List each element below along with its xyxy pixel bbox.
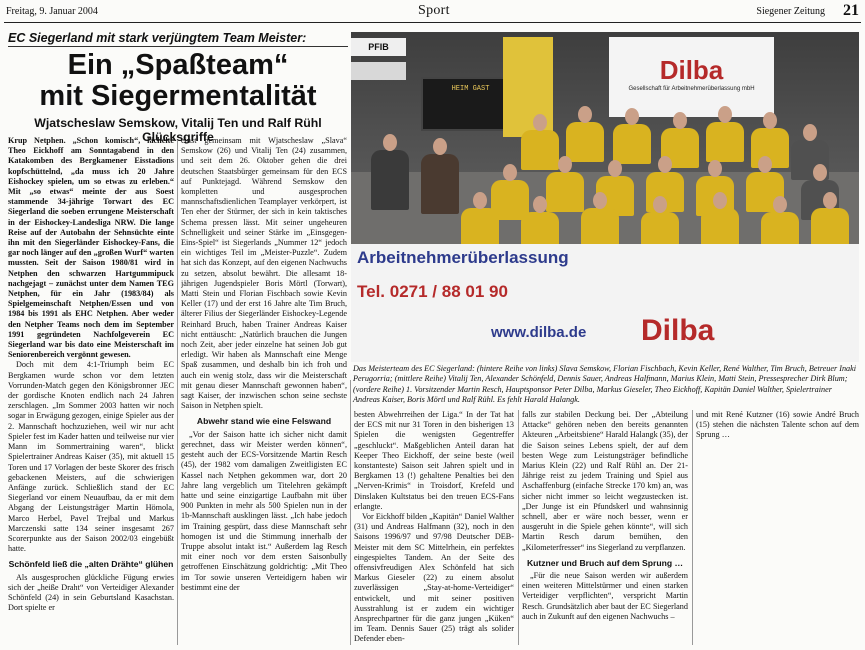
column-divider bbox=[518, 410, 519, 645]
scoreboard: HEIM GAST bbox=[421, 77, 520, 131]
newspaper-name: Siegener Zeitung bbox=[756, 6, 825, 17]
player-head bbox=[653, 196, 667, 213]
paragraph: Als ausgesprochen glückliche Fügung erwies sich der „heiße Draht“ von Verteidiger Alexander Schönfeld (24) in sein Geburtsland Kasachstan. Dort spielte er bbox=[8, 572, 174, 613]
column-divider bbox=[692, 410, 693, 645]
paragraph: einst gemeinsam mit Wjatscheslaw „Slava“ Semskow (26) und Vitalij Ten (24) zusammen, und seit dem 26. Oktober gehen die drei deutschen Staatsbürger gemeinsam für den ECS auf Punktejagd. Während Semskow den kompletten und ausgesprochen mannschaftsdienlichen Teamplayer verkörpert, ist Ten eher der Stürmer, der sich in kein taktisches Schema pressen lässt. Mit seiner ungeheuren Schnelligkeit und seiner Stärke im „Einsgegen-Eins-Spiel“ ist Siegerlands „Nummer 12“ jedoch ein wichtiges Teil im „Meister-Puzzle“. Zudem hat sich das Konzept, auf den eigenen Nachwuchs zu setzen, absolut bewährt. Die allesamt 18-jährigen Jugendspieler Boris Mörtl (Torwart), Matti Stein und Florian Fischbach sowie Kevin Keller (17) und der erst 16 Jahre alte Tim Bruch, älterer Filius der Siegerländer Eishockey-Legende Reinhard Bruch, haben Trainer Andreas Kaiser nicht enttäuscht: „Natürlich brauchen die Jungen noch Zeit, aber jeder einzelne hat seinen Job gut erledigt. Wir haben als Mannschaft eine Menge Spaß zusammen, und deshalb bin ich froh und auch ein wenig stolz, dass wir die Meisterschaft mit genau dieser Mannschaft gewonnen haben“, sagt Kaiser, der inzwischen schon seine sechste Saison in Netphen spielt. bbox=[181, 136, 347, 411]
article-kicker: EC Siegerland mit stark verjüngtem Team Meister: bbox=[8, 31, 307, 45]
player-head bbox=[763, 112, 777, 129]
player-head bbox=[718, 106, 732, 123]
banner-logo: Dilba bbox=[641, 314, 715, 347]
player bbox=[613, 124, 651, 164]
dilba-sponsor-board bbox=[609, 37, 774, 117]
sponsor-sign: PFIB bbox=[351, 38, 406, 56]
player-head bbox=[608, 160, 622, 177]
player-head bbox=[658, 156, 672, 173]
player-head bbox=[558, 156, 572, 173]
subheading: Abwehr stand wie eine Felswand bbox=[196, 416, 332, 427]
player bbox=[811, 208, 849, 248]
player bbox=[521, 130, 559, 170]
dilba-logo: Dilba bbox=[659, 55, 724, 85]
player-head bbox=[533, 196, 547, 213]
text-column-1 bbox=[8, 136, 174, 648]
article-subline: Wjatscheslaw Semskow, Vitalij Ten und Ralf Rühl Glücksgriffe bbox=[34, 116, 322, 144]
photo-caption: Das Meisterteam des EC Siegerland: (hintere Reihe von links) Slava Semskow, Florian Fischbach, Kevin Keller, René Walther, Tim Bruch, Betreuer Inaki Perugorria; (mittlere Reihe) Vitalij Ten, Alexander Schönfeld, Dennis Sauer, Andreas Halfmann, Marius Klein, Matti Stein, Pressesprecher Dirk Blum; (vordere Reihe) 1. Vorsitzender Martin Resch, Hauptsponsor Peter Dilba, Markus Gieseler, Theo Eickhoff, Kapitän Daniel Walther, Spielertrainer Andreas Kaiser, Boris Mörtl und Ralf Rühl. Es fehlt Harald Halangk. bbox=[353, 364, 857, 405]
player-head bbox=[383, 134, 397, 151]
player bbox=[706, 122, 744, 162]
player bbox=[546, 172, 584, 212]
column-divider bbox=[177, 140, 178, 645]
player bbox=[461, 208, 499, 248]
paragraph: „Vor der Saison hatte ich sicher nicht damit gerechnet, dass wir Meister werden können“, gesteht auch der ECS-Vorsitzende Martin Resch (45), der 1982 vom damaligen Zweitligisten EC Kassel nach Netphen gekommen war, dort 20 Jahre lang vergeblich um Titelehren gekämpft hatte und seine einzigartige Laufbahn mit über 900 Punkten in mehr als 500 Spielen nun in der 1b-Mannschaft ausklingen lässt. „Ich habe jedoch im Training gespürt, dass diese Mannschaft sehr homogen ist und die Stimmung innerhalb der Truppe absolut intakt ist.“ Außerdem lag Resch mit einer noch vor dem ersten Saisonbully getroffenen Einschätzung goldrichtig: „Mit Theo im Tor sowie unseren Verteidigern haben wir bestimmt eine der bbox=[181, 429, 347, 592]
sponsor-sign-blank bbox=[351, 62, 406, 80]
chairman bbox=[371, 150, 409, 210]
player bbox=[581, 208, 619, 248]
banner-website: www.dilba.de bbox=[491, 324, 587, 341]
team-photo bbox=[351, 32, 859, 362]
player-head bbox=[813, 164, 827, 181]
page-header bbox=[0, 0, 865, 22]
player-head bbox=[625, 108, 639, 125]
text-column-3 bbox=[354, 410, 514, 648]
paragraph: falls zur stabilen Deckung bei. Der „Abteilung Attacke“ gehören neben den bereits genannten Akteuren „Arbeitsbiene“ Harald Halangk (35), der die Saison seines Lebens spielt, der auf dem besten Wege zum Leistungsträger befindliche Marius Klein (22) und Ralf Rühl an. Der 21-Jährige reist zu jedem Training und Spiel aus Aschaffenburg (einfache Strecke 170 km) an, was sicher nicht immer so leicht wegzustecken ist. „Der Junge ist ein Pfundskerl und wahnsinnig schnell, aber er wäre noch besser, wenn er ausgeruht in die Spiele gehen könnte“, will sich Martin Resch darum bemühen, den „Kilometerfresser“ ins Siegerland zu verpflanzen. bbox=[522, 410, 688, 552]
player-head bbox=[673, 112, 687, 129]
headline-line-1: Ein „Spaßteam“ bbox=[67, 49, 289, 81]
paragraph: Vor Eickhoff bilden „Kapitän“ Daniel Walther (31) und Andreas Halfmann (32), noch in den Saisons 1996/97 und 97/98 Deutscher DEB-Meister mit dem SC Mittelrhein, ein perfektes eingespieltes Tandem. An der Seite des offensivfreudigen Alex Schönfeld hat sich Markus Gieseler (22) zu einem absolut zuverlässigen „Stay-at-home-Verteidiger“ entwickelt, und mit seiner positiven Ausstrahlung ist er zudem ein wichtiger Ansprechpartner für die ganz jungen „Küken“ im Team. Dennis Sauer (25) trägt als solider Defender eben- bbox=[354, 512, 514, 644]
issue-date: Freitag, 9. Januar 2004 bbox=[6, 6, 98, 17]
player-head bbox=[823, 192, 837, 209]
goalkeeper bbox=[701, 208, 739, 248]
subheading: Kutzner und Bruch auf dem Sprung … bbox=[526, 557, 684, 568]
text-column-2 bbox=[181, 136, 347, 648]
section-name: Sport bbox=[418, 3, 450, 18]
player-head bbox=[713, 192, 727, 209]
article-headline bbox=[8, 50, 348, 112]
kicker-rule bbox=[8, 46, 348, 47]
text-column-4 bbox=[522, 410, 688, 648]
player-head bbox=[593, 192, 607, 209]
paragraph: „Für die neue Saison werden wir außerdem einen weiteren Mittelstürmer und einen starken Verteidiger verpflichten“, verspricht Martin Resch. Grundsätzlich aber baut der EC Siegerland auch in Zukunft auf den eigenen Nachwuchs – bbox=[522, 571, 688, 621]
player-head bbox=[473, 192, 487, 209]
paragraph: und mit René Kutzner (16) sowie André Bruch (15) stehen die nächsten Talente schon auf dem Sprung … bbox=[696, 410, 859, 440]
column-divider bbox=[350, 380, 351, 645]
player-head bbox=[533, 114, 547, 131]
sponsor-banner bbox=[351, 244, 859, 362]
player-head bbox=[503, 164, 517, 181]
dilba-subtitle: Gesellschaft für Arbeitnehmerüberlassung mbH bbox=[628, 86, 755, 92]
banner-phone: Tel. 0271 / 88 01 90 bbox=[357, 282, 508, 301]
player-head bbox=[773, 196, 787, 213]
subheading: Schönfeld ließ die „alten Drähte“ glühen bbox=[8, 559, 174, 570]
player bbox=[566, 122, 604, 162]
headline-line-2: mit Siegermentalität bbox=[39, 80, 317, 112]
page-number: 21 bbox=[843, 2, 859, 19]
paragraph: besten Abwehrreihen der Liga.“ In der Tat hat der ECS mit nur 31 Toren in den bisherigen 13 Spielen die wenigsten Gegentreffer „geschluckt“. Maßgeblichen Anteil daran hat Keeper Theo Eickhoff, der seine beste (weil konstanteste) Saison seit Jahren spielt und in Bergkamen 13 (!) gehaltene Penalties bei den „Nerven-Krimis“ in Troisdorf, Krefeld und Dinslaken Kultstatus bei den treuen ECS-Fans erlangte. bbox=[354, 410, 514, 511]
sponsor-person bbox=[421, 154, 459, 214]
lead-paragraph: Krup Netphen. „Schon komisch“, lächelte Theo Eickhoff am Sonntagabend in den Katakomben des Bergkamener Eisstadions kopfschüttelnd, „da muss ich 20 Jahre Eishockey spielen, um so etwas zu erleben.“ Mit „so etwas“ meinte der aus Soest stammende 34-jährige Torwart des EC Siegerland die soeben errungene Meisterschaft in der Eishockey-Landesliga NRW. Die lange Reise auf der Autobahn der Sehnsüchte einte ihn mit den Siegerländer Eishockey-Fans, die gar noch länger auf den „großen Wurf“ warten mussten. Seit der Saison 1980/81 wird in Netphen den schwarzen Hartgummipuck nachgejagt – zunächst unter dem Namen TEG Netphen, für ein Jahr (1983/84) als Spielgemeinschaft Netphen/Essen und von 1984 bis 1991 als EHC Netphen. Aber weder den Netpher Teams noch dem im September 1991 gegründeten Nachfolgeverein EC Siegerland war bis dato eine Meisterschaft im Seniorenbereich vergönnt gewesen. bbox=[8, 136, 174, 360]
player-head bbox=[578, 106, 592, 123]
header-rule bbox=[4, 22, 861, 23]
player-head bbox=[803, 124, 817, 141]
player-head bbox=[758, 156, 772, 173]
paragraph: Doch mit dem 4:1-Triumph beim EC Bergkamen wurde schon vor dem letzten Vorrunden-Match gegen den Königsbronner JEC der gordische Knoten endlich nach 24 Jahren zerschlagen. „Im Sommer 2003 hatten wir noch sogar in Erwägung gezogen, einige Spieler aus der 2. Mannschaft hochzuziehen, weil wir nur acht Spieler fest im Kader hatten und teilweise nur vier Mann im Sommertraining waren“, blickt Spielertrainer Andreas Kaiser (35), mit aktuell 15 Toren und 17 Vorlagen der beste Skorer des frisch gebackenen Meisters, auf die schwierigen Anfänge zurück. Schließlich stand der EC Siegerland vor einem Neuaufbau, da er mit dem Abgang der Leistungsträger Martin Hömola, Marco Herbel, Pavel Trejbal und Markus Marczenski satte 134 seiner insgesamt 267 Scorerpunkte aus der Saison 2002/03 eingebüßt hatte. bbox=[8, 360, 174, 554]
banner-slogan: Arbeitnehmerüberlassung bbox=[357, 248, 569, 267]
player-head bbox=[708, 160, 722, 177]
text-column-5 bbox=[696, 410, 859, 648]
player-head bbox=[433, 138, 447, 155]
